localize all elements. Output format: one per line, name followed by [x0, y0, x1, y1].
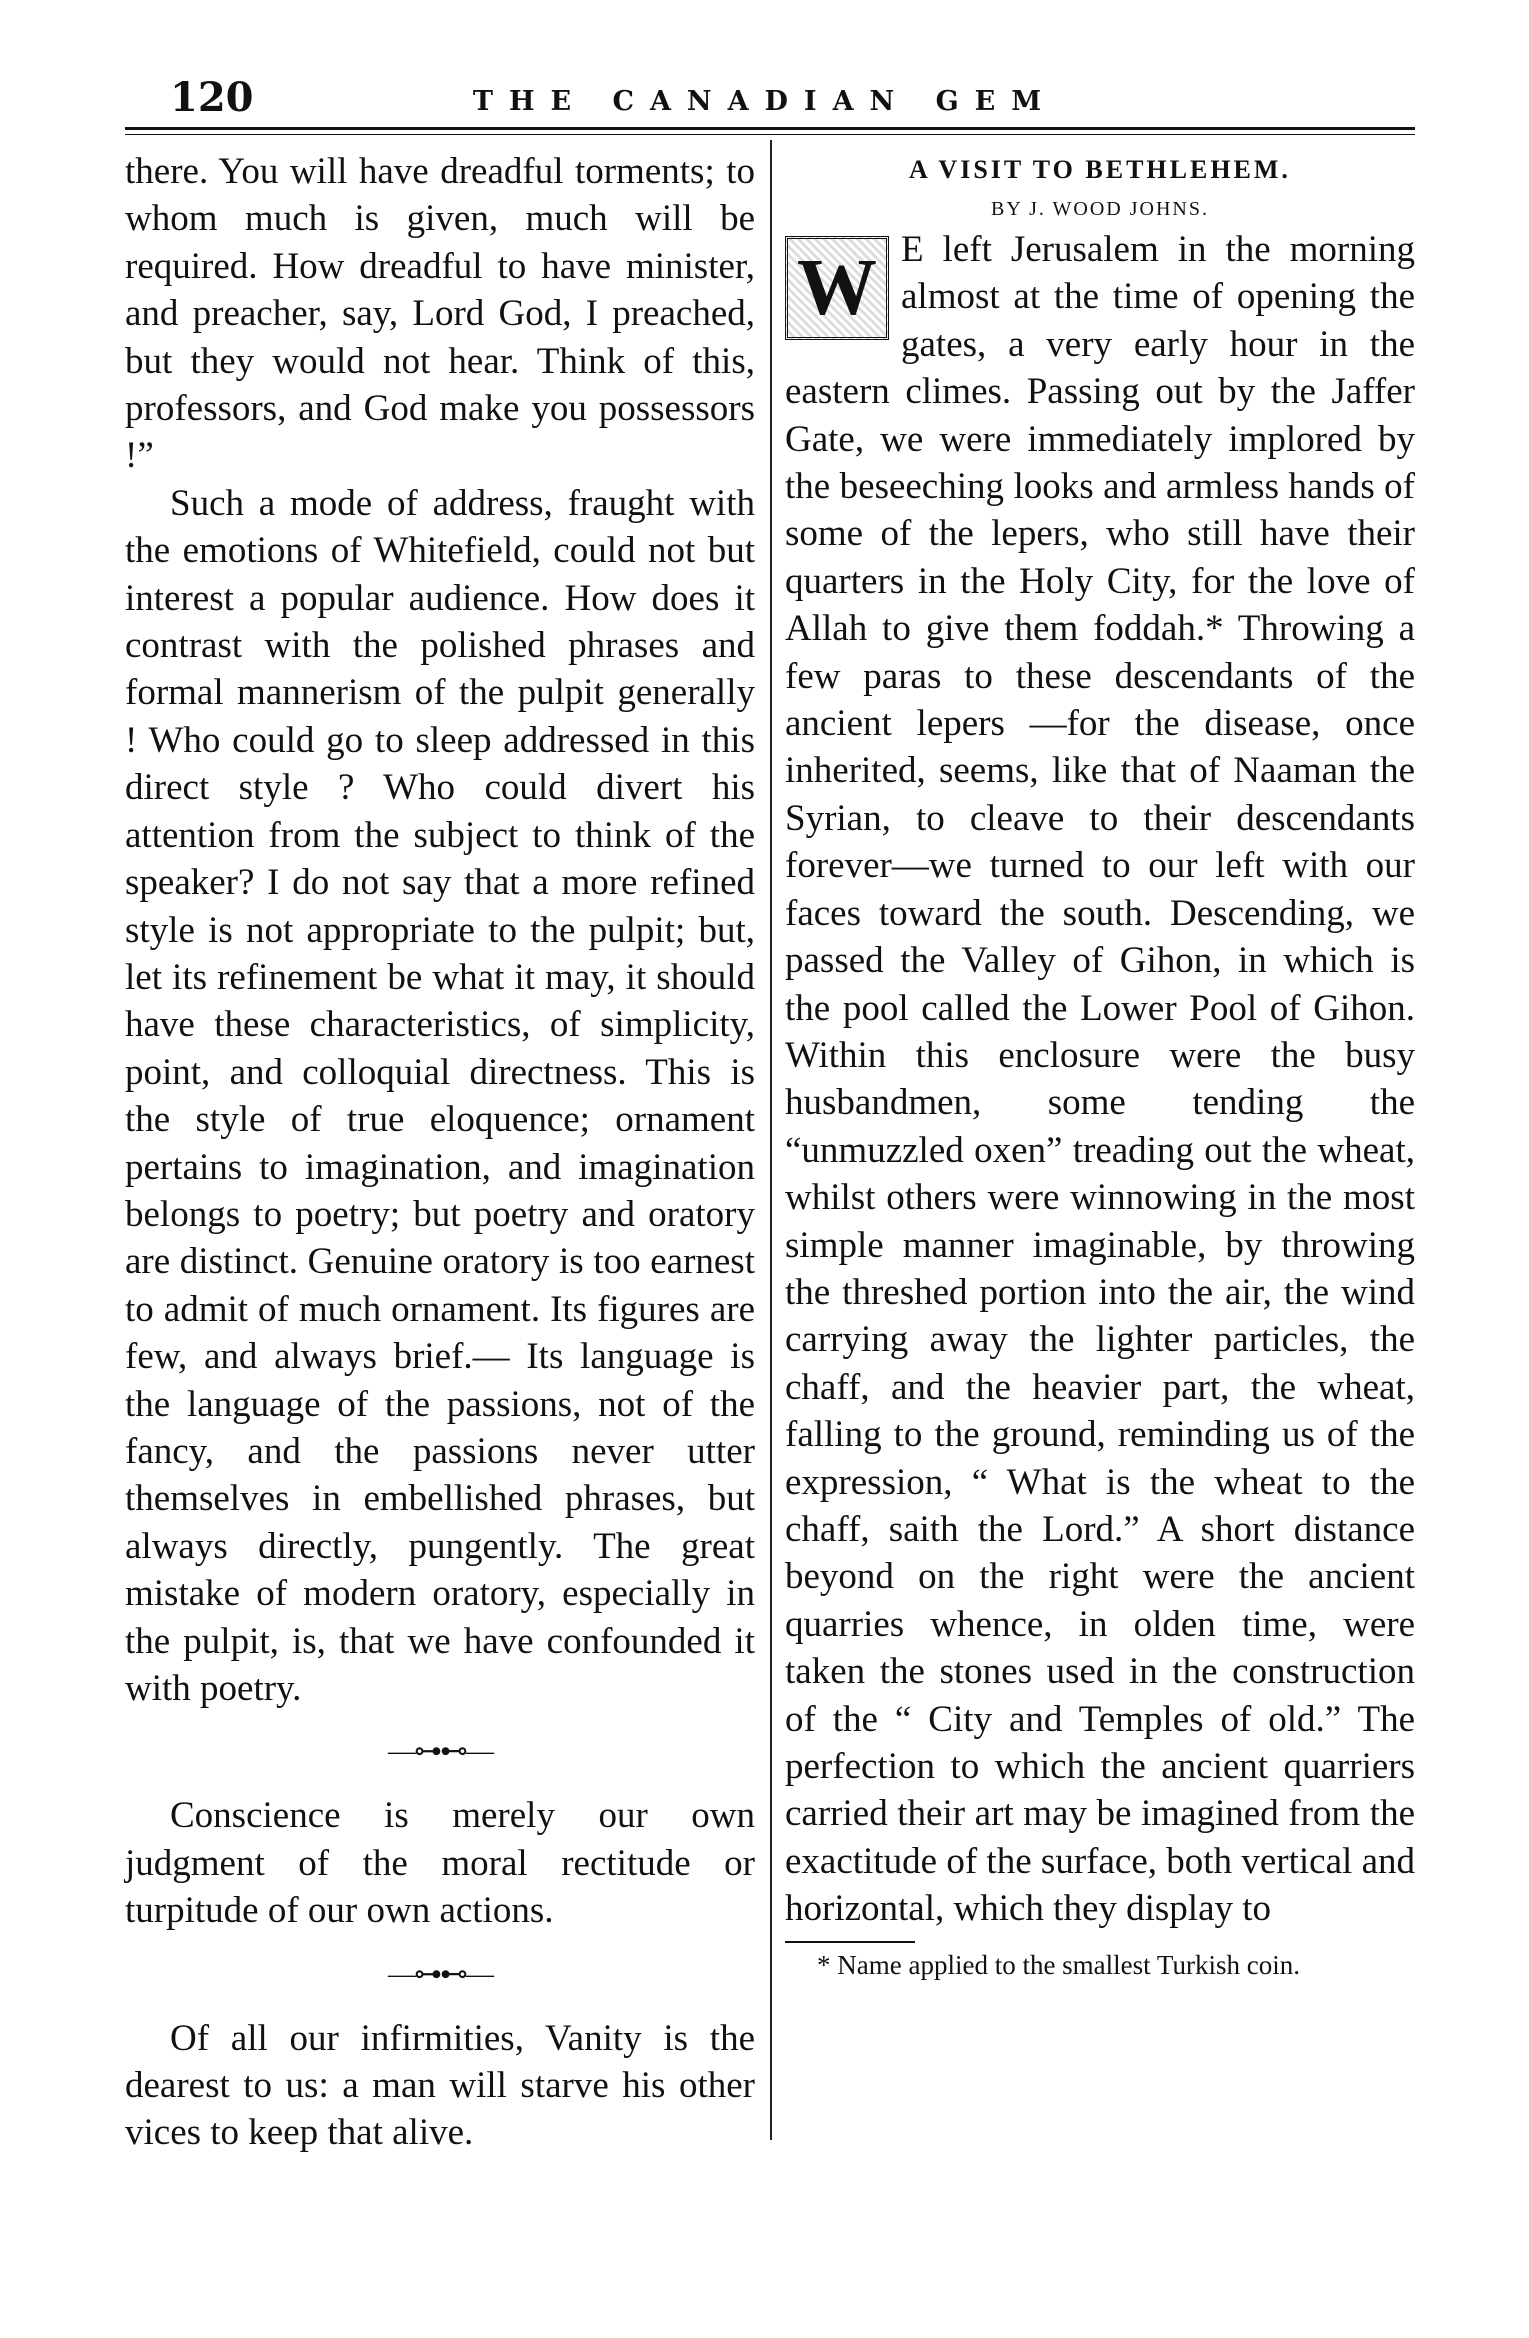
header-rule [125, 127, 1415, 130]
paragraph-conscience: Conscience is merely our own judgment of the moral rectitude or turpitude of our own actions. [125, 1795, 755, 1932]
footnote-rule [785, 1941, 915, 1943]
running-title: THE CANADIAN GEM [472, 86, 1058, 117]
drop-cap: W [785, 236, 889, 340]
article-body [785, 226, 1415, 1933]
left-column [125, 148, 755, 2157]
paragraph-continued: there. You will have dreadful torments; to whom much is given, much will be required. How dreadful to have minister, and preacher, say, Lord God, I preached, but they would not hear. Think of this, professors, and God make you possessors !” [125, 151, 755, 477]
right-column [785, 148, 1415, 1981]
article-byline: BY J. WOOD JOHNS. [991, 198, 1209, 220]
page-header [120, 64, 1410, 124]
section-ornament: —⊶⊷— [388, 1958, 492, 1990]
header-rule-thin [125, 134, 1415, 135]
article-body-text: E left Jerusalem in the morning almost at the time of opening the gates, a very early hour in the eastern climes. Passing out by the Jaffer Gate, we were immediately implored by the beseeching looks and armless hands of some of the lepers, who still have their quarters in the Holy City, for the love of Allah to give them foddah.* Throwing a few paras to these descendants of the ancient lepers —for the disease, once inherited, seems, like that of Naaman the Syrian, to cleave to their descendants forever—we turned to our left with our faces toward the south. Descending, we passed the Valley of Gihon, in which is the pool called the Lower Pool of Gihon. Within this enclosure were the busy husbandmen, some tending the “unmuzzled oxen” treading out the wheat, whilst others were winnowing in the most simple manner imaginable, by throwing the threshed portion into the air, the wind carrying away the lighter particles, the chaff, and the heavier part, the wheat, falling to the ground, reminding us of the expression, “ What is the wheat to the chaff, saith the Lord.” A short distance beyond on the right were the ancient quarries whence, in olden time, were taken the stones used in the construction of the “ City and Temples of old.” The perfection to which the ancient quarriers carried their art may be imagined from the exactitude of the surface, both vertical and horizontal, which they display to [785, 229, 1415, 1930]
article-title: A VISIT TO BETHLEHEM. [909, 155, 1291, 184]
column-divider [770, 140, 772, 2140]
paragraph-vanity: Of all our infirmities, Vanity is the dearest to us: a man will starve his other vices to keep that alive. [125, 2017, 755, 2154]
section-ornament: —⊶⊷— [388, 1736, 492, 1768]
paragraph-whitefield: Such a mode of address, fraught with the emotions of Whitefield, could not but interest a popular audience. How does it contrast with the polished phrases and formal mannerism of the pulpit generally ! Who could go to sleep addressed in this direct style ? Who could divert his attention from the subject to think of the speaker? I do not say that a more refined style is not appropriate to the pulpit; but, let its refinement be what it may, it should have these characteristics, of simplicity, point, and colloquial directness. This is the style of true eloquence; ornament pertains to imagination, and imagination belongs to poetry; but poetry and oratory are distinct. Genuine oratory is too earnest to admit of much ornament. Its figures are few, and always brief.— Its language is the language of the passions, not of the fancy, and the passions never utter themselves in embellished phrases, but always directly, pungently. The great mistake of modern oratory, especially in the pulpit, is, that we have confounded it with poetry. [125, 482, 755, 1709]
page-number: 120 [170, 74, 254, 121]
footnote: * Name applied to the smallest Turkish coin. [817, 1949, 1300, 1980]
